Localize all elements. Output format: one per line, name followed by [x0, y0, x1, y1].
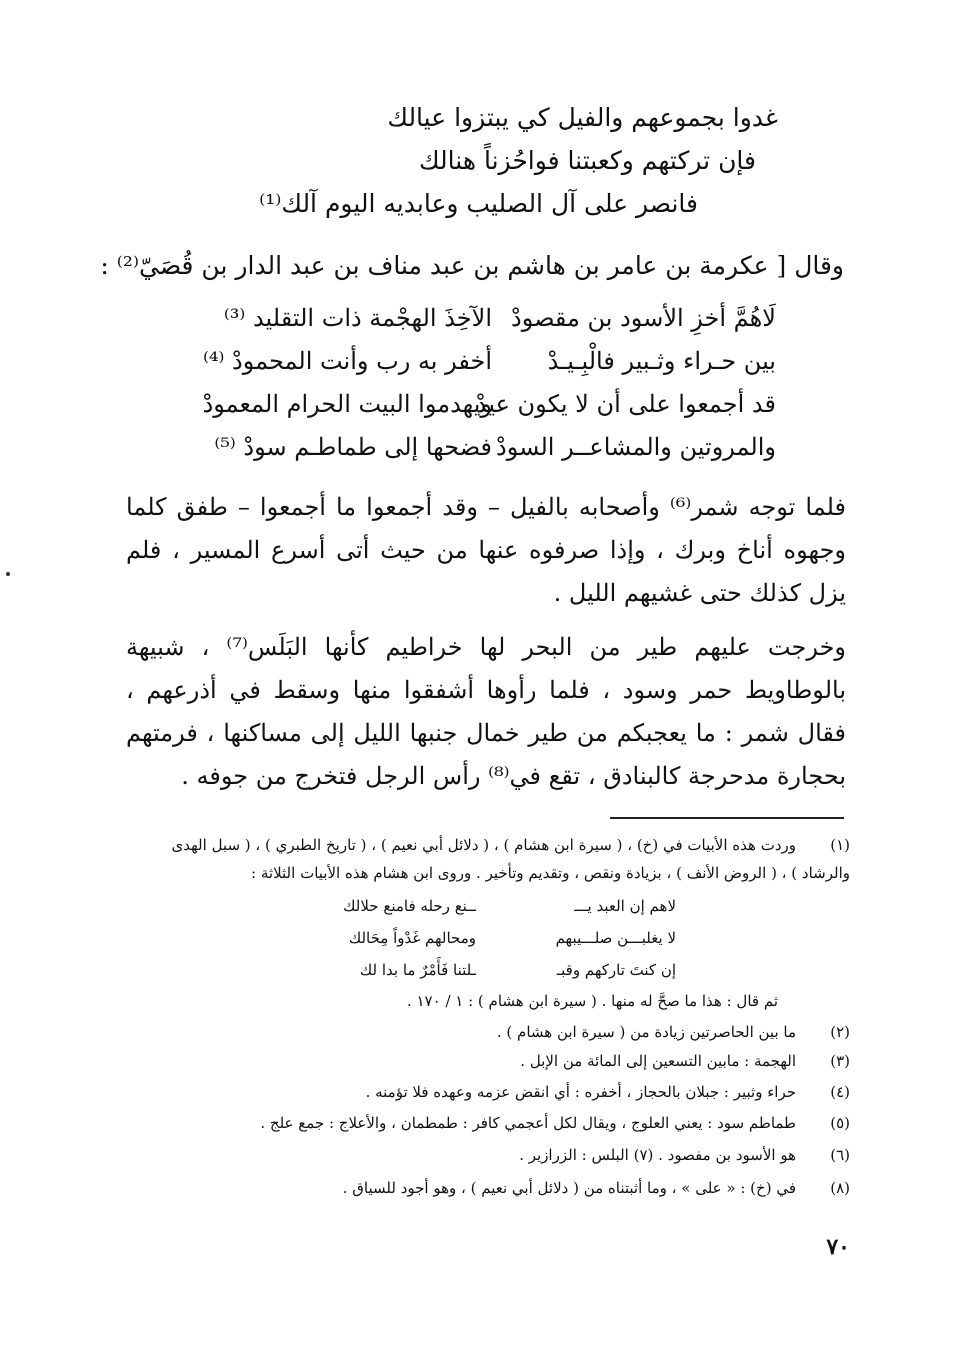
poem2-verse2-right: بين حـراء وثـبير فالْبِـيـدْ — [547, 347, 776, 375]
footnote-8-number: (٨) — [830, 1179, 850, 1197]
poem2-verse4-left: فضحها إلى طماطـم سودْ ⁽⁵⁾ — [214, 433, 492, 461]
footnote-1-verse2-left: ومحالهم غَدْواً مِحَالك — [348, 929, 476, 947]
poem2-verse2-left: أخفر به رب وأنت المحمودْ ⁽⁴⁾ — [203, 347, 492, 375]
footnote-1-number: (١) — [830, 836, 850, 854]
footnote-6-7-text: هو الأسود بن مفصود . (٧) البلس : الزرازير . — [519, 1146, 796, 1164]
footnote-1-verse1-left: ــنع رحله فامنع حلالك — [343, 897, 476, 915]
poem2-verse3-left: ويهدموا البيت الحرام المعمودْ — [202, 390, 492, 418]
paragraph-2: وخرجت عليهم طير من البحر لها خراطيم كأنها البَلَس⁽⁷⁾ ، شبيهة بالوطاويط حمر وسود ، فلما رأوها أشفقوا منها وسقط في أذرعهم ، فقال شمر : ما يعجبكم من طير خمال جنبها الليل إلى مساكنها ، فرمتهم بحجارة مدحرجة كالبنادق ، تقع في⁽⁸⁾ رأس الرجل فتخرج من جوفه . — [126, 633, 847, 790]
footnote-4-text: حراء وثبير : جبلان بالحجاز ، أخفره : أي انقض عزمه وعهده فلا تؤمنه . — [365, 1083, 796, 1101]
page-number: ٧٠ — [826, 1234, 850, 1260]
footnote-1-verse3-left: ـلتنا فَأَمْرٌ ما بدا لك — [359, 961, 476, 979]
footnote-8-text: في (خ) : « على » ، وما أثبتناه من ( دلائل أبي نعيم ) ، وهو أجود للسياق . — [342, 1179, 796, 1197]
scan-speck — [6, 572, 10, 576]
footnote-1-verse2-right: لا يغلبـــن صلـــيبهم — [555, 929, 676, 947]
poem2-verse3-right: قد أجمعوا على أن لا يكون عيدْ — [475, 390, 776, 418]
footnote-2-number: (٢) — [830, 1023, 850, 1041]
footnote-1-verse3-right: إن كنتَ تاركهم وقبـ — [556, 961, 676, 979]
footnote-1-end: ثم قال : هذا ما صحَّ له منها . ( سيرة ابن هشام ) : ١ / ١٧٠ . — [406, 992, 778, 1010]
footnote-3-number: (٣) — [830, 1052, 850, 1070]
poem2-verse4-right: والمروتين والمشاعــر السودْ — [496, 433, 776, 461]
footnote-3-text: الهجمة : مابين التسعين إلى المائة من الإبل . — [520, 1052, 796, 1070]
poem1-line1: غدوا بجموعهم والفيل كي يبتزوا عيالك — [387, 103, 778, 132]
footnote-5-number: (٥) — [830, 1114, 850, 1132]
poem2-intro: وقال [ عكرمة بن عامر بن هاشم بن عبد مناف بن عبد الدار بن قُصَيّ⁽²⁾ : — [100, 251, 844, 280]
footnote-5-text: طماطم سود : يعني العلوج ، ويقال لكل أعجمي كافر : طمطمان ، والأعلاج : جمع علج . — [260, 1114, 796, 1132]
poem1-line3: فانصر على آل الصليب وعابديه اليوم آلك⁽¹⁾ — [259, 189, 698, 218]
footnote-6-number: (٦) — [830, 1146, 850, 1164]
paragraph-1: فلما توجه شمر⁽⁶⁾ وأصحابه بالفيل – وقد أجمعوا ما أجمعوا – طفق كلما وجهوه أناخ وبرك ، وإذا صرفوه عنها من حيث أتى أسرع المسير ، فلم يزل كذلك حتى غشيهم الليل . — [126, 493, 846, 607]
footnote-1-verse1-right: لاهم إن العبد يـــ — [574, 897, 676, 915]
footnote-4-number: (٤) — [830, 1083, 850, 1101]
poem2-verse1-right: لَاهُمَّ أخزِ الأسود بن مقصودْ — [511, 304, 776, 332]
footnote-1-line1: وردت هذه الأبيات في (خ) ، ( سيرة ابن هشام ) ، ( دلائل أبي نعيم ) ، ( تاريخ الطبري ) ، ( سبل الهدى — [171, 836, 796, 854]
footnote-2-text: ما بين الحاصرتين زيادة من ( سيرة ابن هشام ) . — [496, 1023, 796, 1041]
footnote-1-line2: والرشاد ) ، ( الروض الأنف ) ، بزيادة ونقص ، وتقديم وتأخير . وروى ابن هشام هذه الأبيات الثلاثة : — [251, 864, 850, 882]
poem1-line2: فإن تركتهم وكعبتنا فواحُزناً هنالك — [418, 146, 756, 175]
footnote-separator — [610, 817, 844, 819]
poem2-verse1-left: الآخِذَ الهجْمة ذات التقليد ⁽³⁾ — [223, 304, 492, 332]
